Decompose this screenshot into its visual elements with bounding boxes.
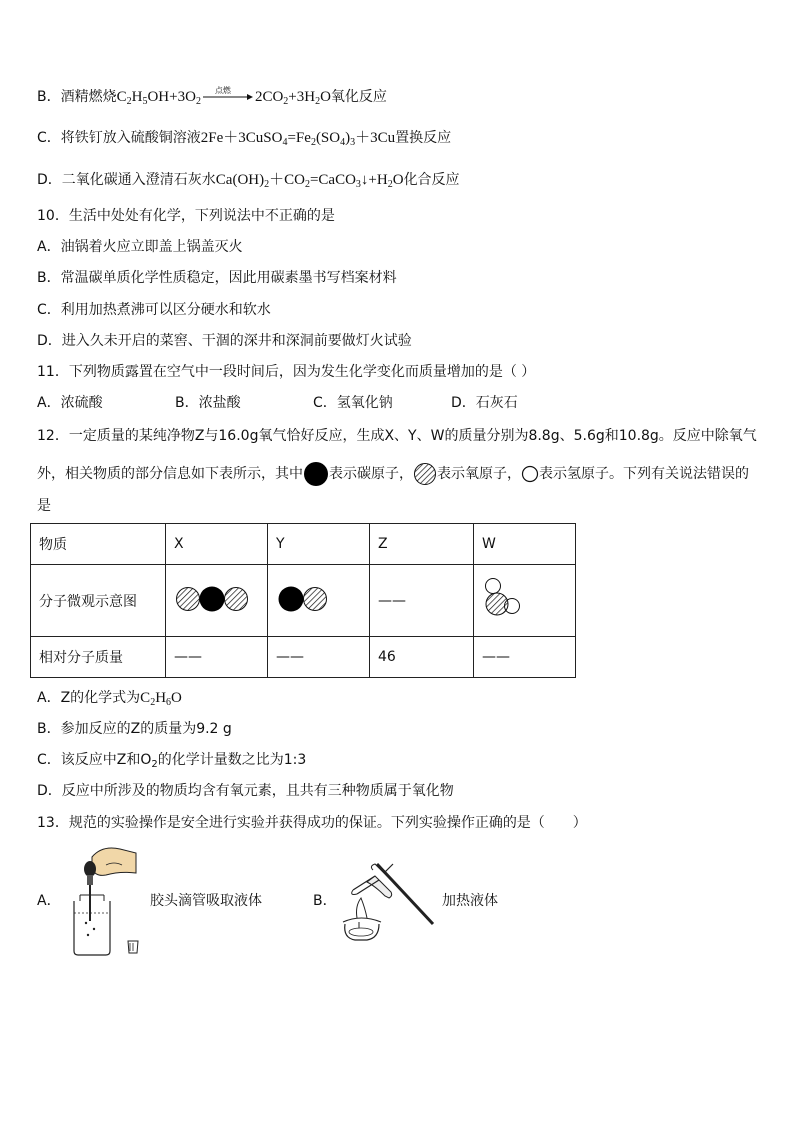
q11-options bbox=[37, 393, 518, 413]
q9-option-b: B．酒精燃烧$C_2H_5OH+3O_2$ 点燃 $2CO_2+3H_2O$氧化反应 bbox=[37, 86, 387, 107]
table-header-row bbox=[31, 524, 576, 565]
h2o-molecule-icon bbox=[482, 577, 532, 621]
q10-option-b: B．常温碳单质化学性质稳定，因此用碳素墨书写档案材料 bbox=[37, 270, 397, 286]
q13-option-b-letter: B． bbox=[313, 893, 337, 909]
q12-stem-line1: 12．一定质量的某纯净物Z与16.0g氧气恰好反应，生成X、Y、W的质量分别为8.8g、5.6g和10.8g。反应中除氧气 bbox=[37, 428, 757, 444]
q11-stem: 11．下列物质露置在空气中一段时间后，因为发生化学变化而质量增加的是（ ） bbox=[37, 364, 536, 380]
q11-option-d: D．石灰石 bbox=[451, 395, 518, 411]
q13-option-b-text: 加热液体 bbox=[442, 893, 498, 909]
substance-table bbox=[30, 523, 576, 678]
table-cell: —— bbox=[268, 637, 370, 678]
q10-option-c: C．利用加热煮沸可以区分硬水和软水 bbox=[37, 302, 271, 318]
co-molecule-icon bbox=[276, 584, 336, 614]
table-cell: 相对分子质量 bbox=[31, 637, 166, 678]
q12-option-b: B．参加反应的Z的质量为9.2 g bbox=[37, 721, 232, 737]
q11-option-b: B．浓盐酸 bbox=[175, 395, 241, 411]
molecule-w-diagram bbox=[474, 565, 576, 637]
carbon-atom-icon bbox=[303, 461, 329, 487]
q9-option-c: C．将铁钉放入硫酸铜溶液$2Fe+3CuSO_4=Fe_2(SO_4)_3+3Cu$置换反应 bbox=[37, 130, 452, 148]
q10-stem: 10．生活中处处有化学，下列说法中不正确的是 bbox=[37, 208, 335, 224]
table-header-cell: Z bbox=[370, 524, 474, 565]
table-row-mass bbox=[31, 637, 576, 678]
table-cell: —— bbox=[474, 637, 576, 678]
table-cell: —— bbox=[166, 637, 268, 678]
q10-option-a: A．油锅着火应立即盖上锅盖灭火 bbox=[37, 239, 243, 255]
table-header-cell: 物质 bbox=[31, 524, 166, 565]
q10-option-d: D．进入久未开启的菜窖、干涸的深井和深洞前要做灯火试验 bbox=[37, 333, 412, 349]
molecule-x-diagram bbox=[166, 565, 268, 637]
q9-option-d: D．二氧化碳通入澄清石灰水$Ca(OH)_2+CO_2=CaCO_3↓+H_2O$化合反应 bbox=[37, 172, 460, 190]
q12-stem-line3: 是 bbox=[37, 498, 51, 514]
table-header-cell: Y bbox=[268, 524, 370, 565]
q12-stem-line2: 外，相关物质的部分信息如下表所示，其中 表示碳原子， 表示氧原子， 表示氢原子。下列有关说法错误的 bbox=[37, 461, 749, 487]
heating-liquid-drawing-icon bbox=[335, 862, 441, 952]
molecule-y-diagram bbox=[268, 565, 370, 637]
hydrogen-atom-icon bbox=[521, 465, 539, 483]
q13-option-a-letter: A． bbox=[37, 893, 61, 909]
oxygen-atom-icon bbox=[413, 462, 437, 486]
q13-stem: 13．规范的实验操作是安全进行实验并获得成功的保证。下列实验操作正确的是（ ） bbox=[37, 815, 587, 831]
dropper-drawing-icon bbox=[62, 843, 144, 959]
table-row-diagram bbox=[31, 565, 576, 637]
molecule-z-diagram: —— bbox=[370, 565, 474, 637]
table-header-cell: W bbox=[474, 524, 576, 565]
table-cell: 分子微观示意图 bbox=[31, 565, 166, 637]
q12-option-a: A．Z的化学式为$C_2H_6O$ bbox=[37, 690, 182, 708]
table-cell: 46 bbox=[370, 637, 474, 678]
q12-option-d: D．反应中所涉及的物质均含有氧元素，且共有三种物质属于氧化物 bbox=[37, 783, 454, 799]
q11-option-c: C．氢氧化钠 bbox=[313, 395, 393, 411]
q11-option-a: A．浓硫酸 bbox=[37, 395, 103, 411]
q12-option-c: C．该反应中Z和$O_2$的化学计量数之比为1:3 bbox=[37, 752, 307, 770]
co2-molecule-icon bbox=[174, 584, 254, 614]
table-header-cell: X bbox=[166, 524, 268, 565]
reaction-arrow: 点燃 bbox=[203, 87, 253, 103]
q13-option-a-text: 胶头滴管吸取液体 bbox=[150, 893, 262, 909]
